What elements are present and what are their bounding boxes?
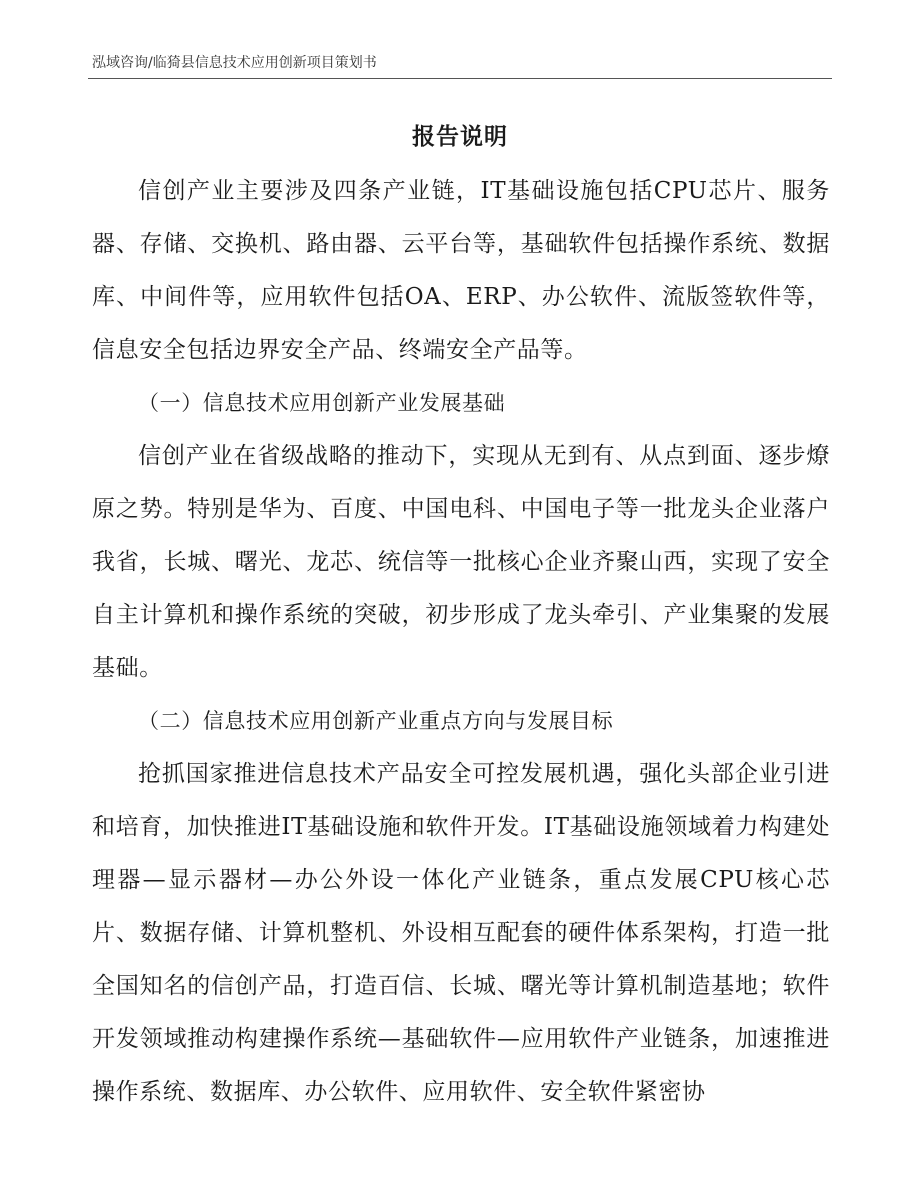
section-heading-2: （二）信息技术应用创新产业重点方向与发展目标 <box>138 709 614 733</box>
document-body <box>92 165 830 1119</box>
section-heading-1: （一）信息技术应用创新产业发展基础 <box>138 391 506 415</box>
page-title: 报告说明 <box>412 124 508 150</box>
section-2-paragraph: 抢抓国家推进信息技术产品安全可控发展机遇，强化头部企业引进和培育，加快推进IT基础设施和软件开发。IT基础设施领域着力构建处理器—显示器材—办公外设一体化产业链条，重点发展CPU核心芯片、数据存储、计算机整机、外设相互配套的硬件体系架构，打造一批全国知名的信创产品，打造百信、长城、曙光等计算机制造基地；软件开发领域推动构建操作系统—基础软件—应用软件产业链条，加速推进操作系统、数据库、办公软件、应用软件、安全软件紧密协 <box>92 761 830 1105</box>
intro-paragraph: 信创产业主要涉及四条产业链，IT基础设施包括CPU芯片、服务器、存储、交换机、路由器、云平台等，基础软件包括操作系统、数据库、中间件等，应用软件包括OA、ERP、办公软件、流版签软件等，信息安全包括边界安全产品、终端安全产品等。 <box>92 178 830 363</box>
section-1-paragraph: 信创产业在省级战略的推动下，实现从无到有、从点到面、逐步燎原之势。特别是华为、百度、中国电科、中国电子等一批龙头企业落户我省，长城、曙光、龙芯、统信等一批核心企业齐聚山西，实现了安全自主计算机和操作系统的突破，初步形成了龙头牵引、产业集聚的发展基础。 <box>92 443 830 681</box>
header-divider <box>88 78 832 79</box>
document-header: 泓域咨询/临猗县信息技术应用创新项目策划书 <box>92 55 377 71</box>
